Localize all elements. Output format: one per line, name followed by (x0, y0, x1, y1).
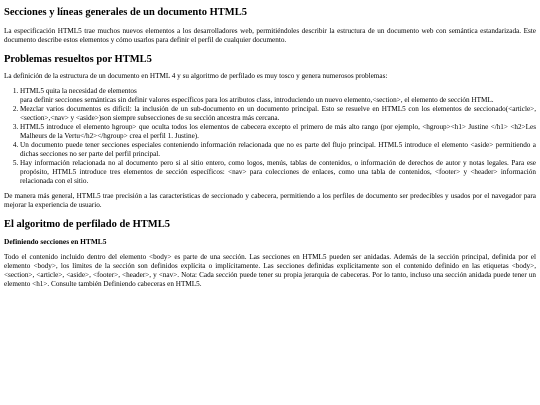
list-item: 4. Un documento puede tener secciones especiales conteniendo información relacionada que no es parte del flujo principal. HTML5 introduce el elemento <aside> permitiendo a dichas secciones no ser parte del perfil principal. (20, 141, 536, 159)
defining-sections-heading: Definiendo secciones en HTML5 (4, 237, 107, 247)
page-title: Secciones y líneas generales de un documento HTML5 (4, 7, 247, 18)
algorithm-heading: El algoritmo de perfilado de HTML5 (4, 219, 170, 231)
list-item: 3. HTML5 introduce el elemento hgroup> que oculta todos los elementos de cabecera excepto el primero de más alto rango (por ejemplo, <hgroup><h1> Justine </h1> <h2>Les Malheurs de la Vertu</h2></hgroup> crea el perfil 1. Justine). (20, 123, 536, 141)
list-item: 2. Mezclar varios documentos es difícil: la inclusión de un sub-documento en un documento principal. Esto se resuelve en HTML5 con los elementos de seccionado(<article>,<section>,<nav> y <aside>)son siempre subsecciones de su sección ancestra más cercana. (20, 105, 536, 123)
list-item: 5. Hay información relacionada no al documento pero si al sitio entero, como logos, menús, tablas de contenidos, o información de derechos de autor y notas legales. Para ese propósito, HTML5 introduce tres elementos de sección específicos: <nav> para colecciones de enlaces, como una tabla de contenidos, <footer> y <header> información relacionada con el sitio. (20, 159, 536, 186)
defining-sections-paragraph: Todo el contenido incluido dentro del elemento <body> es parte de una sección. Las secciones en HTML5 pueden ser anidadas. Además de la sección principal, definida por el elemento <body>, los límites de la sección son definidos explícita o implícitamente. Las secciones definidas explícitamente son el contenido definido en las etiquetas <body>, <section>, <article>, <aside>, <footer>, <header>, y <nav>. Nota: Cada sección puede tener su propia jerarquía de cabeceras. Por lo tanto, incluso una sección anidada puede tener un elemento <h1>. Consulte también Definiendo cabeceras en HTML5. (4, 252, 536, 288)
list-item: 1. HTML5 quita la necesidad de elementos para definir secciones semánticas sin definir valores específicos para los atributos class, introduciendo un nuevo elemento,<section>, el elemento de sección HTML. (20, 87, 536, 105)
intro-paragraph: La especificación HTML5 trae muchos nuevos elementos a los desarrolladores web, permitiéndoles describir la estructura de un documento web con semántica estandarizada. Este documento describe estos elementos y cómo usarlos para definir el perfil de cualquier documento. (4, 27, 536, 45)
problems-heading: Problemas resueltos por HTML5 (4, 54, 152, 66)
problems-intro-paragraph: La definición de la estructura de un documento en HTML 4 y su algoritmo de perfilado es muy tosco y genera numerosos problemas: (4, 72, 388, 81)
summary-paragraph: De manera más general, HTML5 trae precisión a las características de seccionado y cabecera, permitiendo a los perfiles de documento ser predecibles y usados por el navegador para mejorar la experiencia de usuario. (4, 192, 536, 210)
problems-list (4, 87, 536, 186)
